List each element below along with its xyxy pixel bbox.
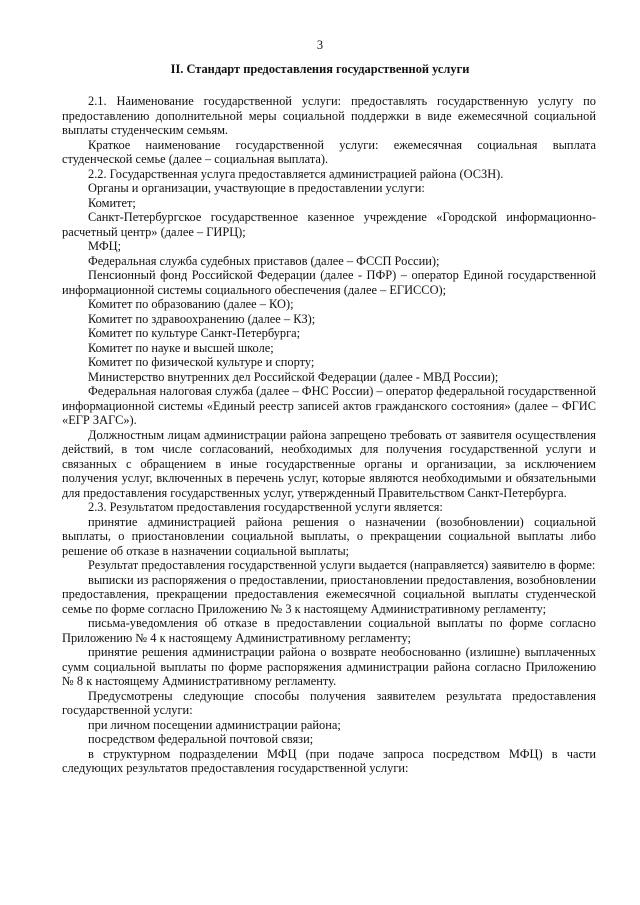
paragraph: Комитет по образованию (далее – КО); [88,297,294,311]
paragraph: Федеральная служба судебных приставов (далее – ФССП России); [88,253,440,268]
paragraph: Органы и организации, участвующие в предоставлении услуги: [88,181,425,195]
paragraph: 2.1. Наименование государственной услуги: предоставлять государственную услугу по предоставлению дополнительной меры социальной поддержки в виде ежемесячной социальной выплаты студенческим семьям. [62,94,596,137]
paragraph: Должностным лицам администрации района запрещено требовать от заявителя осуществления действий, в том числе согласований, необходимых для получения государственной услуги и связанных с обращением в иные государственные органы и организации, за исключением получения услуг, включенных в перечень услуг, которые являются необходимыми и обязательными для предоставления государственных услуг, утвержденный Правительством Санкт-Петербурга. [62,427,596,500]
paragraph: Санкт-Петербургское государственное казенное учреждение «Городской информационно-расчетный центр» (далее – ГИРЦ); [62,210,596,239]
paragraph: 2.2. Государственная услуга предоставляется администрацией района (ОСЗН). [88,166,504,181]
paragraph: Министерство внутренних дел Российской Федерации (далее - МВД России); [88,369,499,384]
paragraph: Результат предоставления государственной услуги выдается (направляется) заявителю в форме: [88,558,596,572]
paragraph: Предусмотрены следующие способы получения заявителем результата предоставления государственной услуги: [62,688,596,717]
paragraph: 2.3. Результатом предоставления государственной услуги является: [88,500,443,514]
section-title: II. Стандарт предоставления государственной услуги [170,62,470,76]
paragraph: Федеральная налоговая служба (далее – ФНС России) – оператор федеральной государственной информационной системы «Единый реестр записей актов гражданского состояния» (далее – ФГИС «ЕГР ЗАГС»). [62,384,596,427]
paragraph: принятие решения администрации района о возврате необоснованно (излишне) выплаченных сумм социальной выплаты по форме распоряжения администрации района согласно Приложению № 8 к настоящему Административному регламенту. [62,645,596,688]
paragraph: посредством федеральной почтовой связи; [88,732,314,746]
paragraph: Пенсионный фонд Российской Федерации (далее - ПФР) – оператор Единой государственной информационной системы социального обеспечения (далее – ЕГИССО); [62,268,596,297]
page-number: 3 [316,38,324,52]
paragraph: выписки из распоряжения о предоставлении, приостановлении предоставления, возобновлении предоставления, прекращении предоставления ежемесячной социальной выплаты студенческой семье по форме согласно Приложению № 3 к настоящему Административному регламенту; [62,572,596,616]
paragraph: при личном посещении администрации района; [88,717,341,732]
paragraph: в структурном подразделении МФЦ (при подаче запроса посредством МФЦ) в части следующих результатов предоставления государственной услуги: [62,746,596,775]
paragraph: Комитет по физической культуре и спорту; [88,355,315,369]
paragraph: МФЦ; [88,239,122,253]
paragraph: Комитет по науке и высшей школе; [88,340,274,355]
paragraph: принятие администрацией района решения о назначении (возобновлении) социальной выплаты, о приостановлении социальной выплаты, о прекращении социальной выплаты либо решение об отказе в назначении социальной выплаты; [62,514,596,558]
paragraph: Комитет по здравоохранению (далее – КЗ); [88,311,316,326]
paragraph: Комитет по культуре Санкт-Петербурга; [88,326,301,340]
paragraph: Комитет; [88,195,136,210]
paragraph: Краткое наименование государственной услуги: ежемесячная социальная выплата студенческой семье (далее – социальная выплата). [62,137,596,166]
document-body [62,94,596,776]
paragraph: письма-уведомления об отказе в предоставлении социальной выплаты по форме согласно Приложению № 4 к настоящему Административному регламенту; [62,616,596,645]
